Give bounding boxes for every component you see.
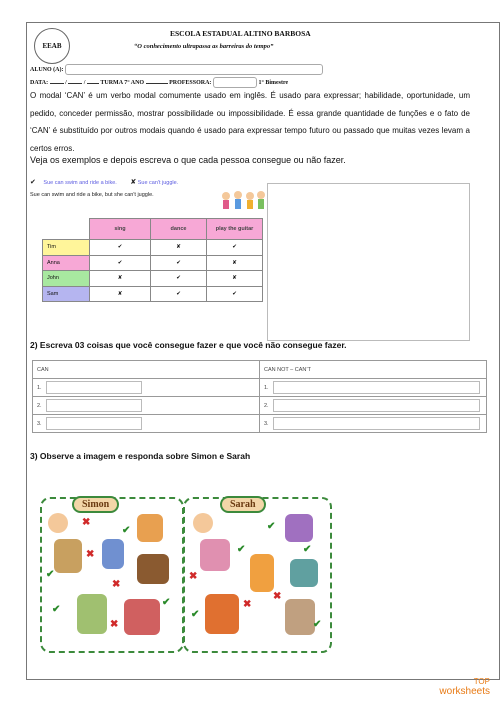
can-answer-1[interactable] <box>46 381 142 394</box>
example-can-line: Sue can swim and ride a bike. <box>43 180 117 186</box>
check-icon: ✔ <box>46 569 55 580</box>
col-guitar: play the guitar <box>207 219 263 240</box>
table-row <box>43 240 263 256</box>
aluno-row <box>30 64 323 75</box>
ability-table <box>42 218 263 302</box>
cross-icon: ✘ <box>130 179 137 186</box>
cross-icon: ✖ <box>189 571 198 582</box>
mark-cell: ✘ <box>151 240 207 256</box>
guitar-image <box>54 539 82 573</box>
mark-cell: ✘ <box>207 271 263 287</box>
bimestre-label: 1° Bimestre <box>258 79 289 86</box>
skateboard-image <box>102 539 124 569</box>
logo-text: EEAB <box>42 42 62 50</box>
dancing-image <box>250 554 274 592</box>
cross-icon: ✖ <box>86 549 95 560</box>
computer-image <box>124 599 160 635</box>
row-name: Sam <box>43 286 90 302</box>
turma-field[interactable] <box>146 83 168 84</box>
can-cell <box>33 379 260 397</box>
check-icon: ✔ <box>191 609 200 620</box>
brand-top: TOP <box>473 677 490 686</box>
col-dance: dance <box>151 219 207 240</box>
sarah-panel <box>183 497 332 653</box>
mark-cell: ✔ <box>207 286 263 302</box>
can-answer-2[interactable] <box>46 399 142 412</box>
skating-image <box>285 514 313 542</box>
head-can: CAN <box>33 361 260 379</box>
table-row <box>43 271 263 287</box>
tennis-image <box>77 594 107 634</box>
table-row <box>43 286 263 302</box>
month-field[interactable] <box>68 83 82 84</box>
row-number: 1. <box>37 384 42 391</box>
row-name: Tim <box>43 240 90 256</box>
simon-face-image <box>48 513 68 533</box>
check-icon: ✔ <box>303 544 312 555</box>
sarah-name-label: Sarah <box>220 496 266 513</box>
cant-cell <box>260 415 487 433</box>
sewing-image <box>290 559 318 587</box>
cant-answer-3[interactable] <box>273 417 480 430</box>
row-name: John <box>43 271 90 287</box>
mark-cell: ✔ <box>207 240 263 256</box>
mark-cell: ✔ <box>151 271 207 287</box>
question-3: 3) Observe a imagem e responda sobre Simon e Sarah <box>30 451 251 461</box>
school-logo <box>34 28 70 64</box>
row-number: 3. <box>37 420 42 427</box>
mark-cell: ✔ <box>90 255 151 271</box>
table-row <box>33 379 487 397</box>
row-number: 3. <box>264 420 269 427</box>
intro-paragraph: O modal ‘CAN’ é um verbo modal comumente usado em inglês. É usado para expressar; habilidade, oportunidade, um pedido, conceder permissão, mostrar possibilidade ou impossibilidade. É essa grande quantidade de funções e o fato de ‘CAN’ é substituído por outros modais quando é usado para expressar tempo futuro ou passado que muitas vezes levam a certos erros. <box>30 91 470 153</box>
painting-image <box>285 599 315 635</box>
cant-cell <box>260 379 487 397</box>
check-icon: ✔ <box>52 604 61 615</box>
check-icon: ✔ <box>267 521 276 532</box>
turma-label: TURMA 7° ANO <box>100 79 145 86</box>
question-2: 2) Escreva 03 coisas que você consegue fazer e que você não consegue fazer. <box>30 340 347 350</box>
cant-cell <box>260 397 487 415</box>
mark-cell: ✘ <box>90 271 151 287</box>
check-icon: ✔ <box>162 597 171 608</box>
cross-icon: ✖ <box>110 619 119 630</box>
col-sing: sing <box>90 219 151 240</box>
table-row <box>33 415 487 433</box>
cross-icon: ✖ <box>243 599 252 610</box>
horse-image <box>137 554 169 584</box>
check-icon: ✔ <box>122 525 131 536</box>
row-number: 2. <box>37 402 42 409</box>
kids-illustration <box>218 190 268 214</box>
example-sentence: Sue can swim and ride a bike, but she can't juggle. <box>30 192 154 198</box>
answer-textbox[interactable] <box>267 183 470 341</box>
aluno-field[interactable] <box>65 64 323 75</box>
singing-image <box>200 539 230 571</box>
mark-cell: ✘ <box>90 286 151 302</box>
row-number: 2. <box>264 402 269 409</box>
check-icon: ✔ <box>237 544 246 555</box>
sarah-face-image <box>193 513 213 533</box>
can-cell <box>33 415 260 433</box>
row-name: Anna <box>43 255 90 271</box>
mark-cell: ✔ <box>90 240 151 256</box>
mark-cell: ✘ <box>207 255 263 271</box>
mark-cell: ✔ <box>151 255 207 271</box>
example-cant-line: Sue can't juggle. <box>137 180 179 186</box>
cross-icon: ✖ <box>112 579 121 590</box>
can-cell <box>33 397 260 415</box>
cross-icon: ✖ <box>82 517 91 528</box>
check-icon: ✔ <box>313 619 322 630</box>
day-field[interactable] <box>50 83 64 84</box>
data-label: DATA: <box>30 79 49 86</box>
question-1: Veja os exemplos e depois escreva o que cada pessoa consegue ou não fazer. <box>30 155 346 165</box>
can-cant-table <box>32 360 487 433</box>
example-lines <box>30 178 270 186</box>
year-field[interactable] <box>87 83 99 84</box>
cooking-image <box>205 594 239 634</box>
brand-worksheets: worksheets <box>439 686 490 697</box>
cant-answer-1[interactable] <box>273 381 480 394</box>
cross-icon: ✖ <box>273 591 282 602</box>
topworksheets-logo[interactable] <box>439 677 490 697</box>
check-icon: ✔ <box>30 179 36 186</box>
table-row <box>43 255 263 271</box>
simon-name-label: Simon <box>72 496 119 513</box>
basketball-image <box>137 514 163 542</box>
cant-answer-2[interactable] <box>273 399 480 412</box>
school-motto: “O conhecimento ultrapassa as barreiras do tempo” <box>134 43 274 50</box>
simon-panel <box>40 497 184 653</box>
head-cant: CAN NOT – CAN’T <box>260 361 487 379</box>
date-separator: / <box>83 79 86 86</box>
table-row <box>33 397 487 415</box>
blank-corner <box>43 219 90 240</box>
ability-table-header <box>43 219 263 240</box>
can-answer-3[interactable] <box>46 417 142 430</box>
professora-label: PROFESSORA: <box>169 79 212 86</box>
mark-cell: ✔ <box>151 286 207 302</box>
table-row <box>33 361 487 379</box>
date-separator: / <box>65 79 67 86</box>
row-number: 1. <box>264 384 269 391</box>
aluno-label: ALUNO (A): <box>30 66 64 73</box>
school-name: ESCOLA ESTADUAL ALTINO BARBOSA <box>170 29 311 38</box>
